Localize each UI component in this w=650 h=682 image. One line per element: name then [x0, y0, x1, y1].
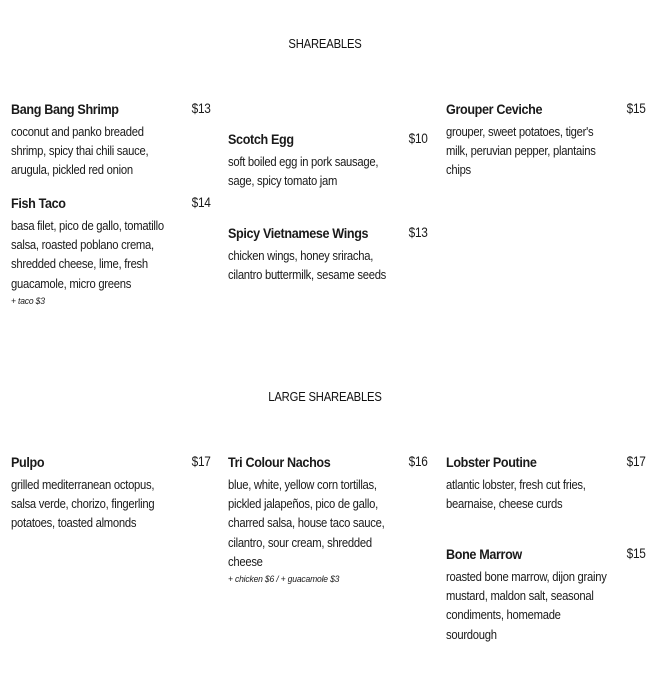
menu-item-bone-marrow: [446, 546, 646, 645]
menu-item-pulpo: [11, 454, 211, 534]
item-name: Tri Colour Nachos: [228, 454, 331, 470]
item-description: coconut and panko breaded shrimp, spicy thai chili sauce, arugula, pickled red onion: [11, 125, 149, 178]
menu-item-spicy-vietnamese-wings: [228, 225, 428, 285]
menu-item-lobster-poutine: [446, 454, 646, 514]
item-description: basa filet, pico de gallo, tomatillo salsa, roasted poblano crema, shredded cheese, lime, fresh guacamole, micro greens: [11, 219, 164, 291]
item-name: Grouper Ceviche: [446, 101, 543, 117]
menu-item-bang-bang-shrimp: [11, 101, 211, 181]
item-name: Bone Marrow: [446, 546, 522, 562]
item-price: $10: [408, 131, 428, 146]
menu-item-fish-taco: [11, 195, 211, 310]
item-name: Pulpo: [11, 454, 45, 470]
section-title-shareables: SHAREABLES: [288, 37, 362, 51]
item-price: $14: [191, 195, 211, 210]
section-title-large-shareables: LARGE SHAREABLES: [268, 390, 382, 404]
item-name: Scotch Egg: [228, 131, 294, 147]
item-description: grouper, sweet potatoes, tiger's milk, peruvian pepper, plantains chips: [446, 125, 596, 178]
item-description: blue, white, yellow corn tortillas, pickled jalapeños, pico de gallo, charred salsa, house taco sauce, cilantro, sour cream, shredded cheese: [228, 478, 385, 569]
menu-item-grouper-ceviche: [446, 101, 646, 181]
item-description: roasted bone marrow, dijon grainy mustard, maldon salt, seasonal condiments, homemade sourdough: [446, 570, 607, 642]
item-name: Lobster Poutine: [446, 454, 537, 470]
menu-item-tri-colour-nachos: [228, 454, 428, 588]
item-price: $13: [408, 225, 428, 240]
item-price: $17: [626, 454, 646, 469]
item-description: chicken wings, honey sriracha, cilantro buttermilk, sesame seeds: [228, 249, 387, 283]
item-name: Spicy Vietnamese Wings: [228, 225, 369, 241]
item-add-on-note: + chicken $6 / + guacamole $3: [228, 574, 340, 586]
item-price: $16: [408, 454, 428, 469]
item-description: grilled mediterranean octopus, salsa verde, chorizo, fingerling potatoes, toasted almonds: [11, 478, 155, 531]
item-price: $17: [191, 454, 211, 469]
item-name: Bang Bang Shrimp: [11, 101, 119, 117]
item-description: atlantic lobster, fresh cut fries, bearnaise, cheese curds: [446, 478, 586, 512]
item-price: $15: [626, 101, 646, 116]
item-price: $13: [191, 101, 211, 116]
item-add-on-note: + taco $3: [11, 295, 45, 307]
item-description: soft boiled egg in pork sausage, sage, spicy tomato jam: [228, 155, 379, 189]
item-price: $15: [626, 546, 646, 561]
item-name: Fish Taco: [11, 195, 66, 211]
menu-item-scotch-egg: [228, 131, 428, 191]
